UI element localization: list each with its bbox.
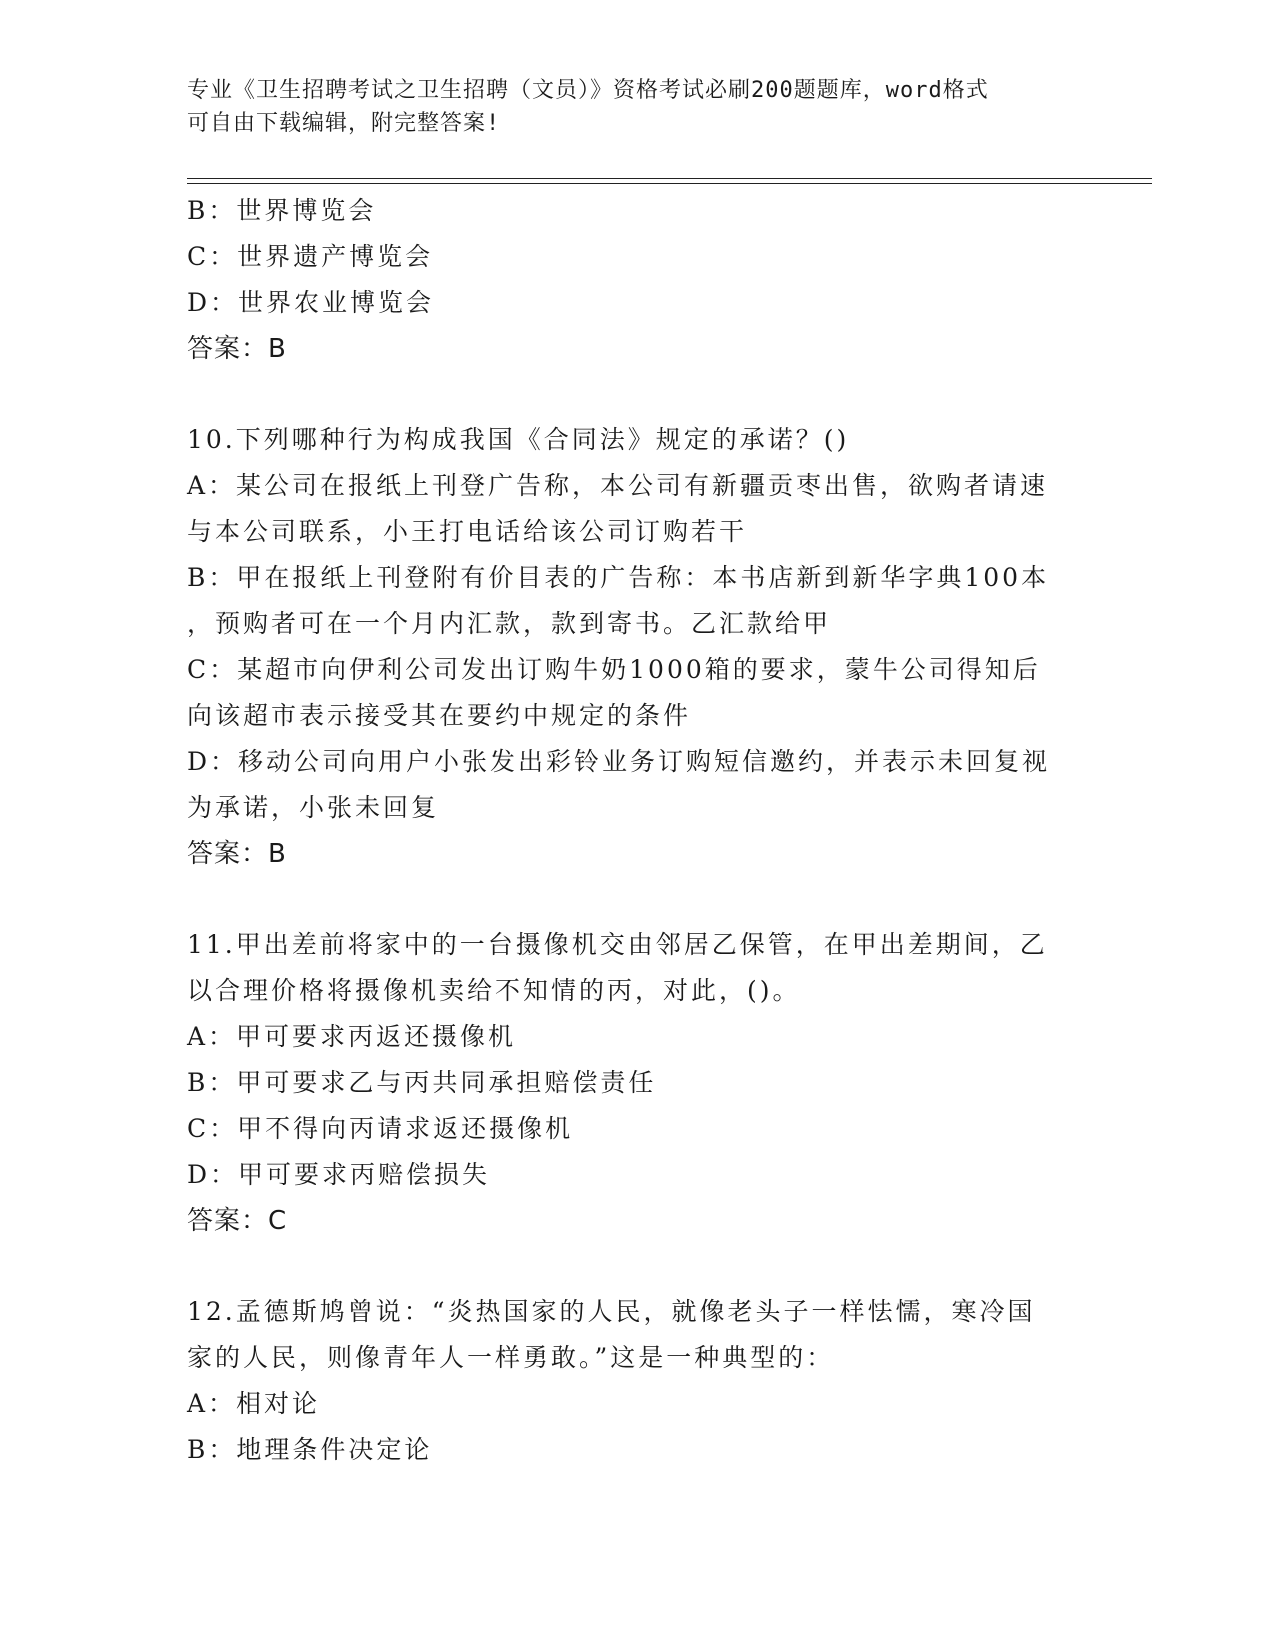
option-line: B：甲可要求乙与丙共同承担赔偿责任: [187, 1068, 657, 1097]
option-line: A：甲可要求丙返还摄像机: [187, 1022, 517, 1051]
option-line: D：世界农业博览会: [187, 288, 435, 317]
question-stem: 12.孟德斯鸠曾说：“炎热国家的人民，就像老头子一样怯懦，寒冷国: [187, 1297, 1036, 1326]
option-line: C：某超市向伊利公司发出订购牛奶1000箱的要求，蒙牛公司得知后: [187, 655, 1041, 684]
header-divider-bottom: [187, 183, 1152, 184]
question-9: [187, 188, 1087, 372]
question-stem: 11.甲出差前将家中的一台摄像机交由邻居乙保管，在甲出差期间，乙: [187, 930, 1048, 959]
header-title-line-1: 专业《卫生招聘考试之卫生招聘（文员）》资格考试必刷200题题库，word格式: [187, 78, 989, 103]
question-list: [187, 188, 1087, 1473]
spacer: [187, 877, 1087, 922]
spacer: [187, 1244, 1087, 1289]
header-title-line-2: 可自由下载编辑，附完整答案!: [187, 111, 501, 136]
question-10: [187, 417, 1087, 877]
answer-line: 答案：B: [187, 334, 287, 364]
option-line: A：相对论: [187, 1389, 321, 1418]
spacer: [187, 372, 1087, 417]
answer-line: 答案：B: [187, 839, 287, 869]
question-stem: 家的人民，则像青年人一样勇敢。”这是一种典型的：: [187, 1343, 835, 1372]
option-line: A：某公司在报纸上刊登广告称，本公司有新疆贡枣出售，欲购者请速: [187, 471, 1049, 500]
option-line: C：甲不得向丙请求返还摄像机: [187, 1114, 574, 1143]
option-line: D：甲可要求丙赔偿损失: [187, 1160, 491, 1189]
answer-line: 答案：C: [187, 1206, 288, 1236]
option-line: 与本公司联系，小王打电话给该公司订购若干: [187, 517, 748, 546]
option-line: 向该超市表示接受其在要约中规定的条件: [187, 701, 692, 730]
header-divider-top: [187, 178, 1152, 179]
option-line: B：地理条件决定论: [187, 1435, 433, 1464]
option-line: B：世界博览会: [187, 196, 377, 225]
question-stem: 10.下列哪种行为构成我国《合同法》规定的承诺？(): [187, 425, 850, 454]
option-line: B：甲在报纸上刊登附有价目表的广告称：本书店新到新华字典100本: [187, 563, 1050, 592]
option-line: C：世界遗产博览会: [187, 242, 434, 271]
page-header: [187, 74, 1067, 140]
option-line: ，预购者可在一个月内汇款，款到寄书。乙汇款给甲: [187, 609, 832, 638]
option-line: D：移动公司向用户小张发出彩铃业务订购短信邀约，并表示未回复视: [187, 747, 1051, 776]
option-line: 为承诺，小张未回复: [187, 793, 440, 822]
question-stem: 以合理价格将摄像机卖给不知情的丙，对此，()。: [187, 976, 801, 1005]
question-11: [187, 922, 1087, 1244]
question-12: [187, 1289, 1087, 1473]
